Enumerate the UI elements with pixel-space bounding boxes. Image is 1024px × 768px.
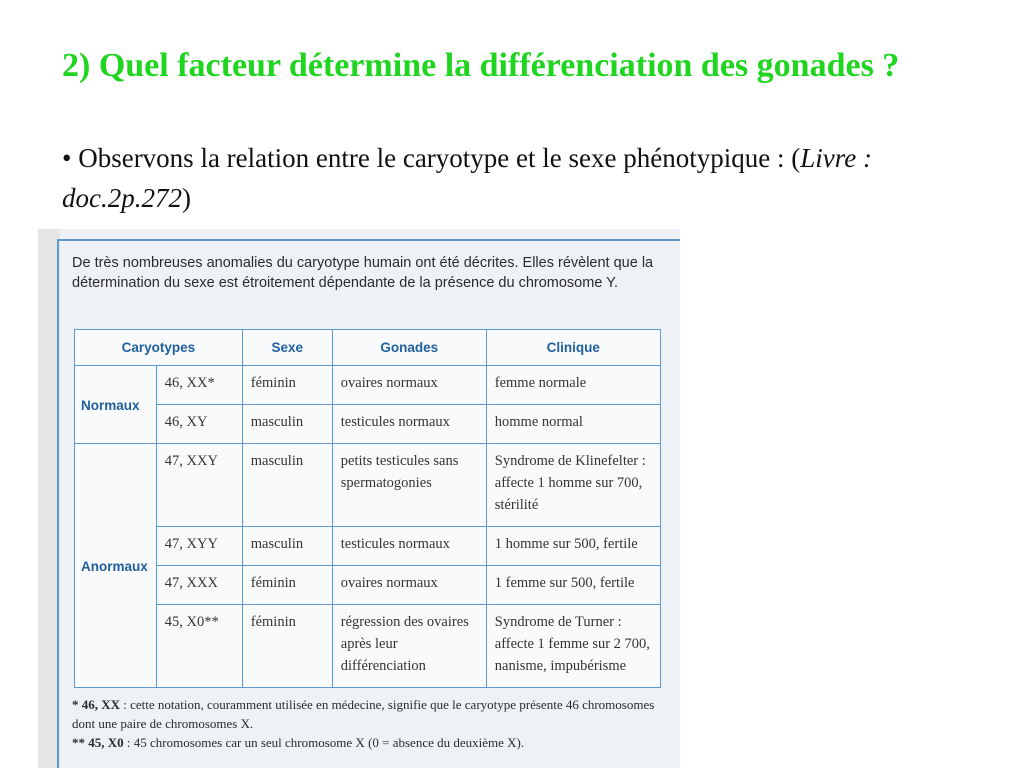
cell-clinical: 1 homme sur 500, fertile — [486, 527, 660, 566]
body-text: • Observons la relation entre le caryotype et le sexe phénotypique : ( — [62, 143, 801, 173]
footnote-text: : 45 chromosomes car un seul chromosome X (0 = absence du deuxième X). — [123, 735, 525, 750]
cell-clinical: homme normal — [486, 405, 660, 444]
cell-karyotype: 46, XY — [156, 405, 242, 444]
footnote-1 — [72, 695, 672, 733]
cell-gonads: régression des ovaires après leur différenciation — [332, 605, 486, 688]
header-clinical: Clinique — [486, 330, 660, 366]
header-sex: Sexe — [242, 330, 332, 366]
cell-gonads: petits testicules sans spermatogonies — [332, 444, 486, 527]
document-intro: De très nombreuses anomalies du caryotype humain ont été décrites. Elles révèlent que la détermination du sexe est étroitement dépendante de la présence du chromosome Y. — [72, 255, 654, 291]
cell-karyotype: 47, XYY — [156, 527, 242, 566]
cell-sex: masculin — [242, 405, 332, 444]
footnote-text: : cette notation, couramment utilisée en médecine, signifie que le caryotype présente 46 chromosomes dont une paire de chromosomes X. — [72, 697, 655, 731]
table-row — [75, 527, 661, 566]
slide-title: 2) Quel facteur détermine la différenciation des gonades ? — [62, 47, 900, 84]
footnote-term: * 46, XX — [72, 697, 121, 712]
table-row — [75, 605, 661, 688]
cell-sex: masculin — [242, 527, 332, 566]
header-gonads: Gonades — [332, 330, 486, 366]
cell-clinical: Syndrome de Klinefelter : affecte 1 homme sur 700, stérilité — [486, 444, 660, 527]
cell-gonads: testicules normaux — [332, 527, 486, 566]
cell-gonads: ovaires normaux — [332, 366, 486, 405]
table-row — [75, 366, 661, 405]
group-normal: Normaux — [75, 366, 157, 444]
cell-sex: féminin — [242, 605, 332, 688]
table-row — [75, 566, 661, 605]
cell-karyotype: 47, XXY — [156, 444, 242, 527]
footnote-2 — [72, 733, 672, 752]
group-abnormal: Anormaux — [75, 444, 157, 688]
cell-clinical: Syndrome de Turner : affecte 1 femme sur 2 700, nanisme, impubérisme — [486, 605, 660, 688]
table-row — [75, 405, 661, 444]
cell-gonads: ovaires normaux — [332, 566, 486, 605]
header-karyotypes: Caryotypes — [75, 330, 243, 366]
karyotype-table — [74, 329, 661, 688]
cell-sex: féminin — [242, 566, 332, 605]
slide-body — [62, 138, 962, 218]
cell-sex: féminin — [242, 366, 332, 405]
book-reference: Livre : doc.2p.272 — [62, 143, 872, 213]
cell-clinical: femme normale — [486, 366, 660, 405]
cell-gonads: testicules normaux — [332, 405, 486, 444]
cell-sex: masculin — [242, 444, 332, 527]
body-suffix: ) — [181, 183, 191, 213]
table-header-row — [75, 330, 661, 366]
scanned-document — [38, 229, 680, 768]
cell-clinical: 1 femme sur 500, fertile — [486, 566, 660, 605]
cell-karyotype: 46, XX* — [156, 366, 242, 405]
cell-karyotype: 45, X0** — [156, 605, 242, 688]
footnote-term: ** 45, X0 — [72, 735, 124, 750]
cell-karyotype: 47, XXX — [156, 566, 242, 605]
footnotes — [72, 695, 672, 752]
table-row — [75, 444, 661, 527]
